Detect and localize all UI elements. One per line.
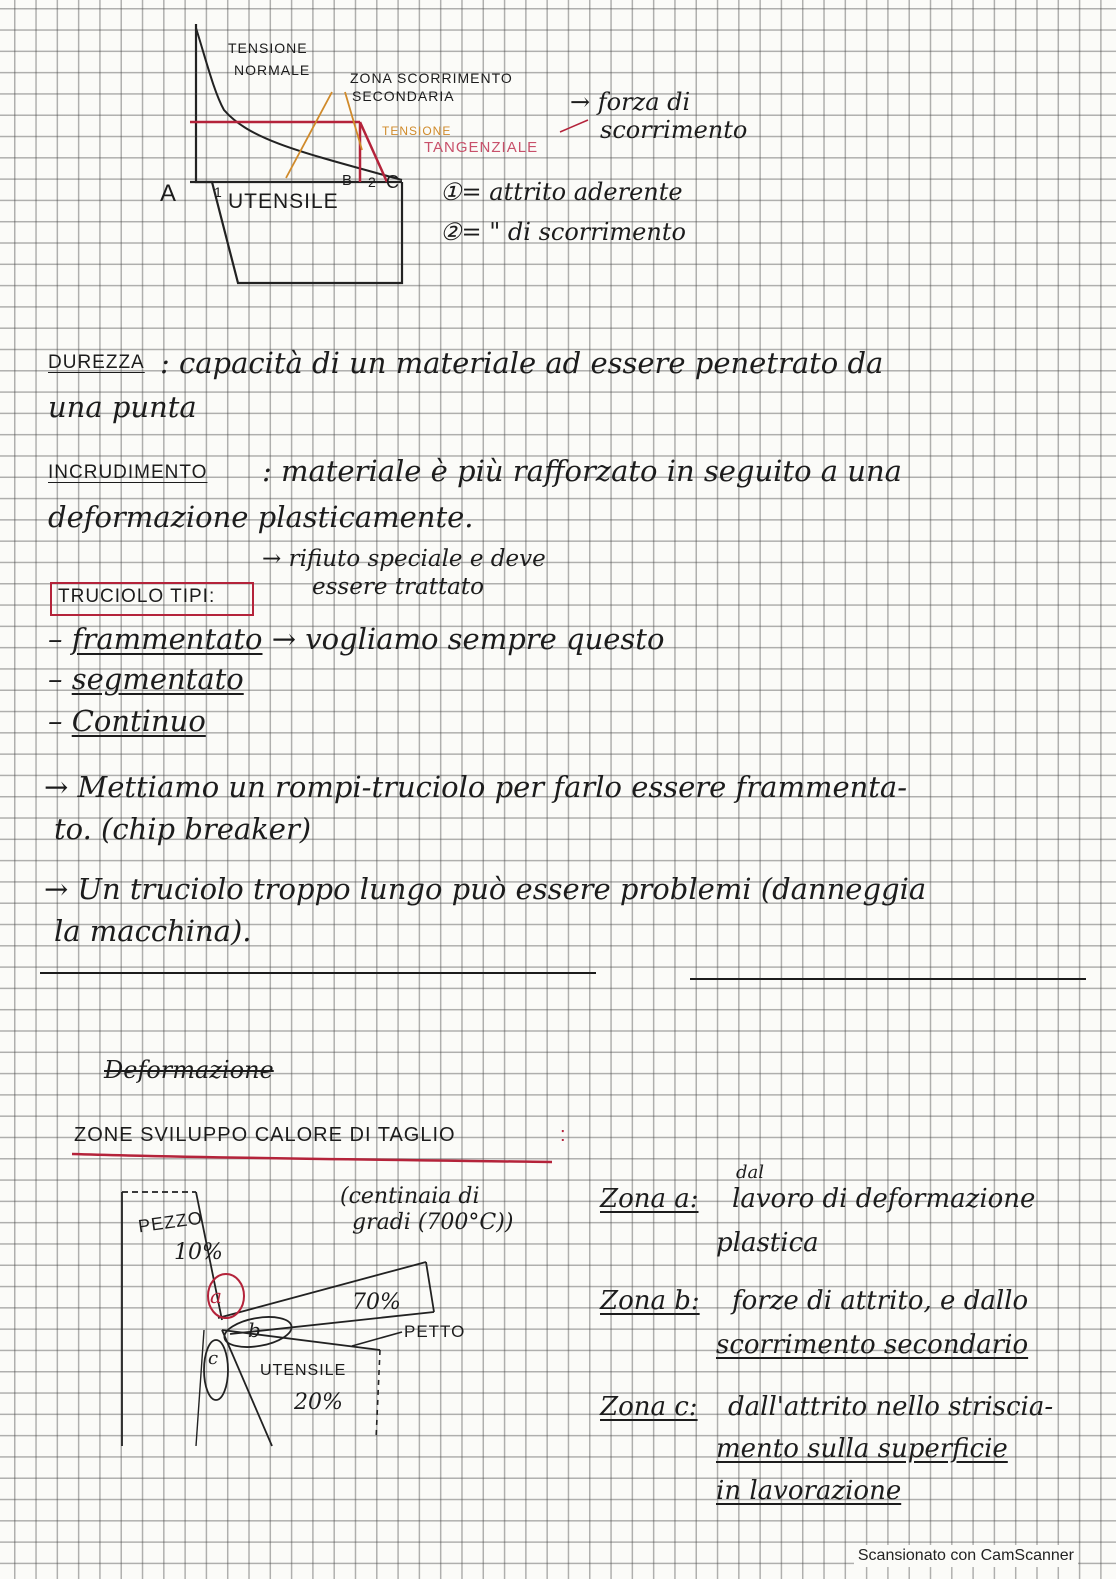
- truciolo-type-3: – Continuo: [48, 704, 206, 738]
- note-scorrimento: scorrimento: [600, 116, 748, 144]
- crossed-out-word: Deformazione: [104, 1056, 274, 1084]
- zone-a-super: dal: [736, 1162, 765, 1183]
- label-utensile-pct: 20%: [294, 1390, 343, 1415]
- truciolo-type-2: – segmentato: [48, 662, 244, 696]
- tool-label: UTENSILE: [228, 190, 339, 213]
- term-durezza: DUREZZA: [48, 352, 145, 373]
- zone-b-line1: forze di attrito, e dallo: [732, 1286, 1029, 1316]
- zone-2-marker: 2: [368, 174, 377, 190]
- point-c: C: [386, 172, 400, 192]
- label-zone-a: a: [210, 1284, 222, 1308]
- scanner-footer: Scansionato con CamScanner: [854, 1545, 1078, 1567]
- bullet-chip-breaker-1: → Mettiamo un rompi-truciolo per farlo essere frammenta-: [44, 770, 908, 804]
- zone-a-line1: lavoro di deformazione: [732, 1184, 1036, 1214]
- zone-b-label: Zona b:: [600, 1286, 700, 1316]
- point-a: A: [160, 180, 178, 207]
- calore-title-colon: :: [560, 1124, 567, 1146]
- legend-attrito-aderente: ①= attrito aderente: [440, 178, 683, 206]
- label-zone-c: c: [208, 1348, 219, 1369]
- label-zona-scorrimento: ZONA SCORRIMENTO: [350, 70, 513, 86]
- incrudimento-definition-1: : materiale è più rafforzato in seguito a una: [262, 454, 902, 488]
- label-zone-b: b: [248, 1318, 261, 1342]
- type-frammentato: frammentato: [71, 622, 263, 656]
- label-tensione-normale: TENSIONE: [228, 40, 308, 56]
- bullet-chip-breaker-2: to. (chip breaker): [54, 812, 312, 846]
- incrudimento-definition-2: deformazione plasticamente.: [48, 500, 474, 534]
- zone-a-line2: plastica: [716, 1228, 819, 1258]
- label-tensione-tang: TENSIONE: [382, 124, 452, 138]
- term-incrudimento: INCRUDIMENTO: [48, 462, 208, 483]
- zone-c-line2: mento sulla superficie: [716, 1434, 1008, 1464]
- label-utensile: UTENSILE: [260, 1362, 347, 1379]
- label-petto: PETTO: [404, 1322, 466, 1341]
- note-forza-di: → forza di: [570, 88, 691, 116]
- bullet-long-chip-1: → Un truciolo troppo lungo può essere problemi (danneggia: [44, 872, 927, 906]
- zone-1-marker: 1: [214, 184, 223, 200]
- point-b: B: [342, 172, 354, 189]
- type-segmentato: segmentato: [71, 662, 244, 696]
- calore-note-2: gradi (700°C)): [352, 1210, 514, 1235]
- zone-a-label: Zona a:: [600, 1184, 699, 1214]
- type-frammentato-note: → vogliamo sempre questo: [271, 622, 665, 656]
- label-tensione-normale-2: NORMALE: [234, 62, 311, 78]
- legend-di-scorrimento: ②= " di scorrimento: [440, 218, 686, 246]
- label-zona-secondaria: SECONDARIA: [352, 88, 455, 104]
- label-chip-pct: 70%: [352, 1290, 401, 1315]
- zone-c-line1: dall'attrito nello striscia-: [728, 1392, 1054, 1422]
- durezza-definition-1: : capacità di un materiale ad essere penetrato da: [160, 346, 884, 380]
- truciolo-note-2: essere trattato: [312, 574, 484, 600]
- truciolo-note-1: → rifiuto speciale e deve: [262, 546, 546, 572]
- bullet-long-chip-2: la macchina).: [54, 914, 252, 948]
- zone-c-label: Zona c:: [600, 1392, 698, 1422]
- calore-title: ZONE SVILUPPO CALORE DI TAGLIO: [74, 1124, 456, 1146]
- calore-note-1: (centinaia di: [340, 1184, 480, 1209]
- label-pezzo: PEZZO: [136, 1207, 205, 1237]
- durezza-definition-2: una punta: [48, 390, 197, 424]
- truciolo-title: TRUCIOLO TIPI:: [58, 586, 216, 607]
- truciolo-type-1: – frammentato → vogliamo sempre questo: [48, 622, 665, 656]
- type-continuo: Continuo: [71, 704, 206, 738]
- zone-b-line2: scorrimento secondario: [716, 1330, 1029, 1360]
- label-pezzo-pct: 10%: [174, 1240, 223, 1265]
- label-tangenziale: TANGENZIALE: [424, 139, 539, 156]
- zone-c-line3: in lavorazione: [716, 1476, 902, 1506]
